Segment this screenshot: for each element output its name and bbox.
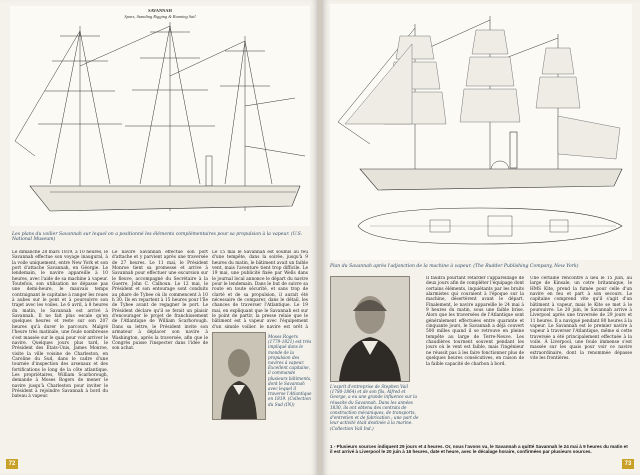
rigging-lines [10,6,310,226]
left-column-1: Le dimanche 28 mars 1819, à 10 heures, le Savannah effectue son voyage inaugural, à la voile uniquement, entre New York et son port d'attache Savannah, en Géorgie. Le lendemain, le navire appareille à 10 heures, avec l'aide de sa machine à vapeur. Toutefois, son utilisation ne dépasse pas une demi-heure, le mauvais temps contraignant le capitaine à ranger les roues à aubes sur le pont et à poursuivre son trajet avec les voiles. Le 6 avril, à 8 heures du matin, le Savannah est arrivé à Savannah. Il ne fait plus escale qu'en quelques heures et reste sur son 207 heures qu'à durer le parcours. Malgré l'heure très matinale, une foule nombreuse s'est massée sur le quai pour voir arriver le navire. Quelques jours plus tard, le Président des États-Unis, James Monroe, visite la ville voisine de Charleston, en Caroline du Sud, dans le cadre d'une tournée d'inspection des arsenaux et des fortifications le long de la côte atlantique. Les propriétaires, William Scarborough, demande à Moses Rogers de mener le navire jusqu'à Charleston pour inviter le Président à rejoindre Savannah à bord du bateau à vapeur. [12,250,108,400]
portrait-figure [213,333,265,419]
right-column-1: Il faudra pourtant retarder l'appareillage de deux jours afin de compléter l'équipage dont certains éléments, inquiétants par les bruits alarmistes qui couraient à l'époque sur la machine, désertèrent avant le départ. Finalement, le navire appareille le 24 mai à 9 heures du matin, sous une faible brise. Alors que les traversées de l'Atlantique sont généralement effectuées entre quarante et cinquante jours, le Savannah a déjà couvert 500 milles quand il se retrouve en pleine tempête au large de Terre-Neuve. Les chaudières tournent souvent pendant les jours où le vent est faible, mais l'ingénieur ne réussit pas à les faire fonctionner plus de quelques heures consécutives, en raison de la faible capacité de charbon à bord. [426,276,524,367]
stephen-vail-caption: L'esprit d'entreprise de Stephen Vail (1780-1864) et de son fils, Alfred et George, a eu une grande influence sur la réussite du Savannah. Dans les années 1830, ils ont obtenu des contrats de construction mécaniques, de transports, d'entretien et de fabrication ; une part de leur activité était destinée à la marine. (Collection Vail Ind.) [330,384,419,431]
left-column-3: Le 15 mai le Savannah est soumis au feu d'une tempête, dans la soirée, jusqu'à 9 heures du matin, le bâtiment avait un faible vent, mais l'aventure tient trop difficile. Le 19 mai, une publicité fixée par Wells dans le journal local annonce le départ du navire pour le lendemain. Dans le but de suivre sa route en toute sécurité, et sans trop de clarté et de sa propulsion, il aurait été nécessaire de comparer, dans le détail, les chances de traverser l'Atlantique. Le 19 mai, en expliquant que le Savannah est sur le point de partir, la presse relaie que le bâtiment est à vapeur avec l'équipement d'un simple voilier, le navire est prêt à [212,250,308,328]
left-column-2: Le navire Savannah effectue son port d'attache et y parvient après une traversée de 27 heures. Le 11 mai, le Président Monroe tient sa promesse et arrive à Savannah pour effectuer une excursion sur le fleuve, accompagné du Secrétaire à la Guerre, John C. Calhoun. Le 12 mai, le Président et son entourage sont conduits au phare de Tybee où ils commencent à 10 h 30. Ils en repartent à 15 heures pour l'île de Tybee avant de regagner le port. Le Président déclare qu'il se ferait un plaisir d'encourager le projet de franchissement de l'Atlantique de William Scarborough. Dans sa lettre, le Président invite son armateur à déplacer son navire à Washington, après la traversée, afin que le Congrès puisse l'inspecter dans l'idée de son achat. [112,250,208,352]
portrait-figure [331,277,409,381]
left-page [0,0,318,475]
right-page [322,0,640,475]
profile-and-deck-plan [330,4,632,260]
drawing-subtitle: Spars, Standing Rigging & Running Sail [124,14,196,19]
page-number-right: 73 [622,459,634,469]
page-number-left: 72 [6,459,18,469]
sail-plan-drawing [10,6,310,226]
right-column-2: Une certaine rencontre a lieu le 15 juin, au large de Kinsale, un cotre britannique, le HMS Kite, prend la fumée pour celle d'un navire en feu et part à son secours. Le capitaine comprend vite qu'il s'agit d'un bâtiment à vapeur, mais le Kite se met à le poursuivre. Le 20 juin, le Savannah arrive à Liverpool après une traversée de 29 jours et 11 heures. Il a navigué pendant 80 heures à la vapeur. Le Savannah est le premier navire à vapeur à traverser l'Atlantique, même si cette traversée a été principalement effectuée à la voile. À Liverpool, une foule immense s'est massée sur les quais pour voir ce navire extraordinaire, dont la renommée dépasse vite les frontières. [530,276,632,362]
moses-rogers-portrait [212,332,266,420]
stephen-vail-portrait [330,276,410,382]
steam-plan-drawing [330,4,632,260]
footnote: 1 - Plusieurs sources indiquent 29 jours et 4 heures. Or, nous l'avons vu, le Savannah a quitté Savannah le 24 mai à 9 heures du matin et il est arrivé à Liverpool le 20 juin à 16 heures, date et heure, avec le décalage horaire, confirmées par plusieurs sources. [330,444,628,455]
left-drawing-caption: Les plans du voilier Savannah sur lequel on a positionné les éléments complémentaires pour sa propulsion à la vapeur. (U.S. National Museum) [12,232,303,243]
drawing-title: SAVANNAH [148,8,172,13]
moses-rogers-caption: Moses Rogers (1779-1821) est très impliqué dans le monde de la propulsion des navires à vapeur. Excellent capitaine, il commande plusieurs bâtiments, dont le Savannah avec lequel il traverse l'Atlantique en 1819. (Collection du Sud (IN)) [268,334,312,407]
right-drawing-caption: Plan du Savannah après l'adjonction de la machine à vapeur. (The Rudder Publishing Company, New York) [330,264,579,269]
